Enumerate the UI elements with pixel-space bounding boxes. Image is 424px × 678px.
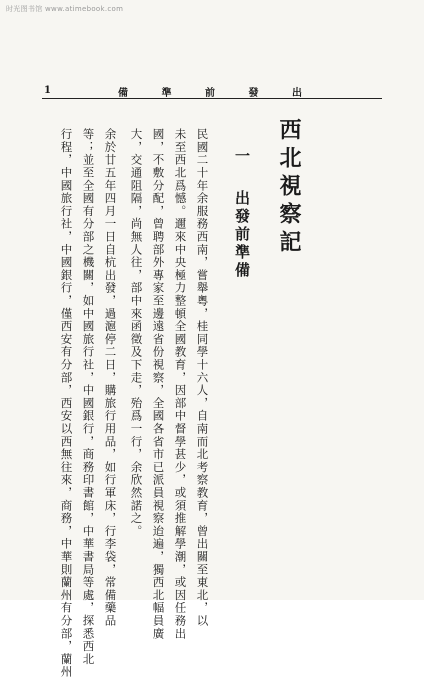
running-head-char: 準 <box>161 88 173 99</box>
chapter-title: 出發前準備 <box>233 190 251 280</box>
running-head <box>118 84 331 99</box>
running-head-char: 前 <box>204 88 216 99</box>
running-head-char: 出 <box>291 88 303 99</box>
page-number: 1 <box>44 85 51 96</box>
body-column: 國，不敷分配，曾聘部外專家至邊遠省份視察，全國各省市已派員視察迨遍，獨西北幅員廣 <box>151 128 166 640</box>
body-column: 大，交通阻隔，尚無人往，部中來函徵及下走，殆爲一行，余欣然諾之。 <box>129 128 144 538</box>
body-column: 行程，中國旅行社，中國銀行，僅西安有分部，西安以西無往來，商務，中華則蘭州有分部，蘭州 <box>59 128 74 678</box>
watermark-text: 时光图书馆 www.atimebook.com <box>6 5 124 13</box>
header-divider <box>42 98 382 99</box>
body-column: 未至西北爲憾。邇來中央極力整頓全國教育，因部中督學甚少，或須推解學潮，或因任務出 <box>173 128 188 640</box>
body-column: 余於廿五年四月一日自杭出發，過滬停二日，購旅行用品，如行軍床，行李袋，常備藥品 <box>103 128 118 628</box>
running-head-char: 發 <box>248 88 260 99</box>
book-title: 西北視察記 <box>276 118 302 258</box>
body-column: 民國二十年余服務西南，嘗舉粵，桂同學十六人，自南而北考察教育，曾出關至東北，以 <box>195 128 210 628</box>
running-head-char: 備 <box>118 88 129 99</box>
body-column: 等；並至全國有分部之機關，如中國旅行社，中國銀行，商務印書館，中華書局等處，探悉西北 <box>81 128 96 666</box>
chapter-number: 一 <box>233 148 251 163</box>
